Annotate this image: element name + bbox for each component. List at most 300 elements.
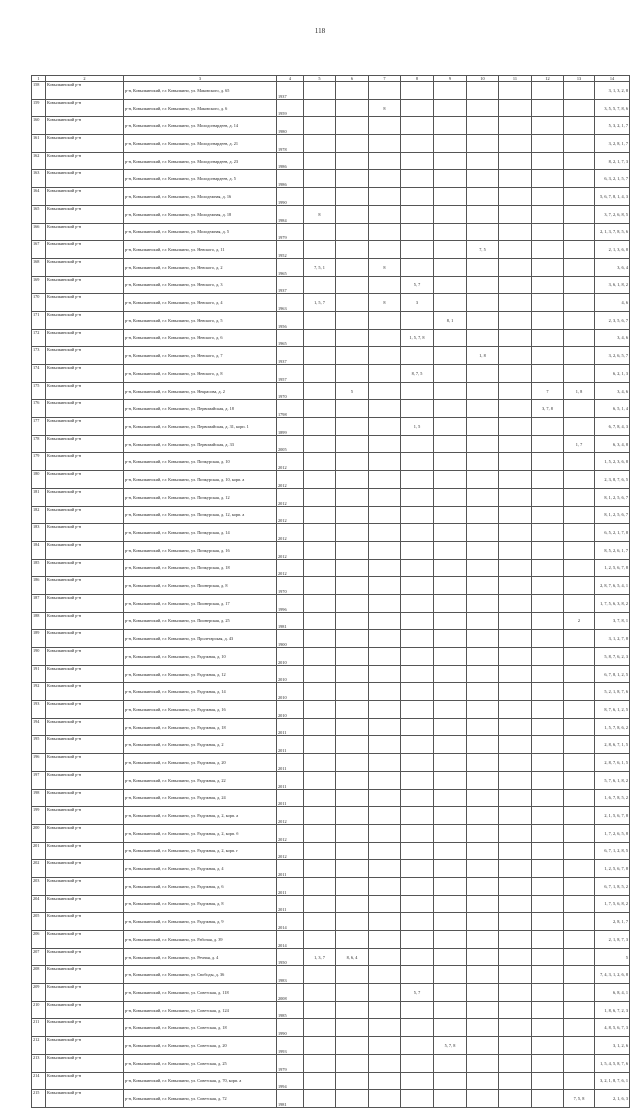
year-built: 2012 bbox=[277, 488, 304, 506]
table-row bbox=[32, 948, 630, 966]
table-row bbox=[32, 665, 630, 683]
year-built: 1994 bbox=[277, 1072, 304, 1090]
column-header: 6 bbox=[336, 76, 369, 82]
year-built: 1993 bbox=[277, 1037, 304, 1055]
cell-col5 bbox=[304, 453, 336, 471]
year-built: 1900 bbox=[277, 630, 304, 648]
year-built: 2011 bbox=[277, 860, 304, 878]
table-row bbox=[32, 152, 630, 170]
cell-col11 bbox=[499, 223, 532, 241]
cell-col8 bbox=[401, 559, 434, 577]
cell-col8 bbox=[401, 877, 434, 895]
cell-col6 bbox=[336, 860, 369, 878]
cell-col12 bbox=[532, 895, 564, 913]
address: р-н, Ковылкинский, г.г. Ковылкино, ул. Невского, д. 8 bbox=[124, 365, 277, 383]
table-row bbox=[32, 789, 630, 807]
cell-col7 bbox=[369, 205, 401, 223]
cell-col6: 5 bbox=[336, 382, 369, 400]
cell-col12 bbox=[532, 913, 564, 931]
cell-col10 bbox=[467, 683, 499, 701]
cell-col5: 8 bbox=[304, 205, 336, 223]
cell-col5: 7, 5, 1 bbox=[304, 258, 336, 276]
cell-col10 bbox=[467, 736, 499, 754]
cell-col5 bbox=[304, 347, 336, 365]
cell-col8 bbox=[401, 152, 434, 170]
cell-col8: 1, 5, 7, 8 bbox=[401, 329, 434, 347]
cell-col14: 3, 2, 1, 8, 7, 6, 1 bbox=[595, 1072, 630, 1090]
cell-col7 bbox=[369, 877, 401, 895]
cell-col11 bbox=[499, 718, 532, 736]
cell-col7 bbox=[369, 241, 401, 259]
table-row bbox=[32, 1037, 630, 1055]
district: Ковылкинский р-н bbox=[46, 258, 124, 276]
cell-col8 bbox=[401, 683, 434, 701]
district: Ковылкинский р-н bbox=[46, 471, 124, 489]
column-header: 13 bbox=[564, 76, 595, 82]
cell-col9 bbox=[434, 435, 467, 453]
table-row bbox=[32, 453, 630, 471]
table-row bbox=[32, 99, 630, 117]
address: р-н, Ковылкинский, г.г. Ковылкино, ул. Радужная, д. 22 bbox=[124, 771, 277, 789]
cell-col9 bbox=[434, 630, 467, 648]
cell-col8 bbox=[401, 824, 434, 842]
row-number: 196 bbox=[32, 754, 46, 772]
cell-col5 bbox=[304, 311, 336, 329]
cell-col7 bbox=[369, 1054, 401, 1072]
row-number: 197 bbox=[32, 771, 46, 789]
cell-col7: 8 bbox=[369, 258, 401, 276]
address: р-н, Ковылкинский, г.г. Ковылкино, ул. Радужная, д. 2 bbox=[124, 736, 277, 754]
year-built: 1990 bbox=[277, 188, 304, 206]
row-number: 190 bbox=[32, 648, 46, 666]
cell-col9 bbox=[434, 1001, 467, 1019]
cell-col14: 6, 7, 8, 4, 3 bbox=[595, 418, 630, 436]
cell-col6 bbox=[336, 1090, 369, 1108]
district: Ковылкинский р-н bbox=[46, 683, 124, 701]
district: Ковылкинский р-н bbox=[46, 223, 124, 241]
cell-col9 bbox=[434, 453, 467, 471]
district: Ковылкинский р-н bbox=[46, 329, 124, 347]
cell-col13: 7, 5, 8 bbox=[564, 1090, 595, 1108]
cell-col5 bbox=[304, 842, 336, 860]
cell-col11 bbox=[499, 418, 532, 436]
row-number: 171 bbox=[32, 311, 46, 329]
cell-col14: 1, 2, 5, 6, 7, 8 bbox=[595, 860, 630, 878]
cell-col8 bbox=[401, 577, 434, 595]
cell-col10 bbox=[467, 754, 499, 772]
cell-col11 bbox=[499, 559, 532, 577]
cell-col5 bbox=[304, 594, 336, 612]
row-number: 215 bbox=[32, 1090, 46, 1108]
cell-col14: 2, 8, 7, 6, 1, 5 bbox=[595, 754, 630, 772]
year-built: 2011 bbox=[277, 718, 304, 736]
cell-col12 bbox=[532, 842, 564, 860]
cell-col5 bbox=[304, 1037, 336, 1055]
cell-col5 bbox=[304, 329, 336, 347]
year-built: 1950 bbox=[277, 948, 304, 966]
cell-col10: 1, 8 bbox=[467, 347, 499, 365]
address: р-н, Ковылкинский, г.г. Ковылкино, ул. Пичкурская, д. 18 bbox=[124, 559, 277, 577]
cell-col7 bbox=[369, 789, 401, 807]
cell-col6 bbox=[336, 506, 369, 524]
cell-col14: 1, 5, 4, 5, 8, 7, 6 bbox=[595, 1054, 630, 1072]
cell-col12 bbox=[532, 736, 564, 754]
cell-col6 bbox=[336, 347, 369, 365]
district: Ковылкинский р-н bbox=[46, 418, 124, 436]
cell-col14: 2, 1, 8, 7, 3 bbox=[595, 931, 630, 949]
cell-col11 bbox=[499, 701, 532, 719]
cell-col8 bbox=[401, 135, 434, 153]
cell-col10 bbox=[467, 665, 499, 683]
year-built: 2012 bbox=[277, 559, 304, 577]
cell-col5 bbox=[304, 630, 336, 648]
cell-col6 bbox=[336, 789, 369, 807]
year-built: 1899 bbox=[277, 418, 304, 436]
cell-col11 bbox=[499, 329, 532, 347]
cell-col14: 1, 7, 2, 6, 5, 8 bbox=[595, 824, 630, 842]
district: Ковылкинский р-н bbox=[46, 135, 124, 153]
cell-col7 bbox=[369, 577, 401, 595]
cell-col7 bbox=[369, 683, 401, 701]
row-number: 181 bbox=[32, 488, 46, 506]
table-row bbox=[32, 435, 630, 453]
cell-col9 bbox=[434, 418, 467, 436]
cell-col11 bbox=[499, 771, 532, 789]
address: р-н, Ковылкинский, г.г. Ковылкино, ул. Советская, д. 124 bbox=[124, 1001, 277, 1019]
year-built: 2012 bbox=[277, 807, 304, 825]
cell-col12 bbox=[532, 258, 564, 276]
cell-col11 bbox=[499, 1019, 532, 1037]
table-row bbox=[32, 1001, 630, 1019]
table-row bbox=[32, 577, 630, 595]
cell-col7 bbox=[369, 931, 401, 949]
district: Ковылкинский р-н bbox=[46, 736, 124, 754]
cell-col9 bbox=[434, 382, 467, 400]
cell-col10 bbox=[467, 294, 499, 312]
cell-col12 bbox=[532, 435, 564, 453]
cell-col9 bbox=[434, 718, 467, 736]
cell-col5 bbox=[304, 559, 336, 577]
cell-col9 bbox=[434, 877, 467, 895]
cell-col14: 5, 3, 2, 1, 7 bbox=[595, 117, 630, 135]
column-header: 5 bbox=[304, 76, 336, 82]
cell-col9 bbox=[434, 188, 467, 206]
address: р-н, Ковылкинский, г.г. Ковылкино, ул. Радужная, д. 12 bbox=[124, 665, 277, 683]
row-number: 191 bbox=[32, 665, 46, 683]
cell-col14: 1, 2, 5, 6, 7, 8 bbox=[595, 559, 630, 577]
cell-col8 bbox=[401, 347, 434, 365]
cell-col10 bbox=[467, 382, 499, 400]
table-row bbox=[32, 683, 630, 701]
cell-col14: 6, 3, 2, 1, 5, 7 bbox=[595, 170, 630, 188]
cell-col8 bbox=[401, 648, 434, 666]
cell-col13 bbox=[564, 895, 595, 913]
address: р-н, Ковылкинский, г.г. Ковылкино, ул. Радужная, д. 9 bbox=[124, 913, 277, 931]
row-number: 188 bbox=[32, 612, 46, 630]
cell-col7 bbox=[369, 1019, 401, 1037]
address: р-н, Ковылкинский, г.г. Ковылкино, ул. Пионерская, д. 25 bbox=[124, 612, 277, 630]
cell-col12 bbox=[532, 877, 564, 895]
row-number: 166 bbox=[32, 223, 46, 241]
cell-col6 bbox=[336, 258, 369, 276]
row-number: 214 bbox=[32, 1072, 46, 1090]
cell-col13 bbox=[564, 311, 595, 329]
cell-col8 bbox=[401, 170, 434, 188]
cell-col7 bbox=[369, 895, 401, 913]
cell-col6 bbox=[336, 135, 369, 153]
cell-col14: 7, 4, 3, 1, 2, 6, 8 bbox=[595, 966, 630, 984]
year-built: 2012 bbox=[277, 541, 304, 559]
cell-col13 bbox=[564, 718, 595, 736]
row-number: 210 bbox=[32, 1001, 46, 1019]
district: Ковылкинский р-н bbox=[46, 311, 124, 329]
cell-col10 bbox=[467, 701, 499, 719]
cell-col11 bbox=[499, 99, 532, 117]
cell-col14: 3, 6, 1, 8, 2 bbox=[595, 276, 630, 294]
table-row bbox=[32, 170, 630, 188]
district: Ковылкинский р-н bbox=[46, 453, 124, 471]
cell-col8 bbox=[401, 311, 434, 329]
cell-col13 bbox=[564, 506, 595, 524]
cell-col6 bbox=[336, 453, 369, 471]
cell-col7 bbox=[369, 984, 401, 1002]
year-built: 1965 bbox=[277, 258, 304, 276]
cell-col9 bbox=[434, 559, 467, 577]
table-row bbox=[32, 913, 630, 931]
cell-col11 bbox=[499, 665, 532, 683]
row-number: 206 bbox=[32, 931, 46, 949]
row-number: 211 bbox=[32, 1019, 46, 1037]
cell-col13 bbox=[564, 931, 595, 949]
cell-col12 bbox=[532, 311, 564, 329]
cell-col10 bbox=[467, 524, 499, 542]
cell-col13 bbox=[564, 329, 595, 347]
year-built: 1937 bbox=[277, 82, 304, 100]
cell-col5 bbox=[304, 135, 336, 153]
cell-col9 bbox=[434, 1019, 467, 1037]
cell-col12 bbox=[532, 683, 564, 701]
cell-col13 bbox=[564, 365, 595, 383]
table-row bbox=[32, 506, 630, 524]
table-row bbox=[32, 400, 630, 418]
column-header: 9 bbox=[434, 76, 467, 82]
cell-col9 bbox=[434, 506, 467, 524]
cell-col9 bbox=[434, 117, 467, 135]
cell-col8 bbox=[401, 612, 434, 630]
column-header: 12 bbox=[532, 76, 564, 82]
table-row bbox=[32, 347, 630, 365]
cell-col8 bbox=[401, 488, 434, 506]
cell-col9 bbox=[434, 913, 467, 931]
cell-col5 bbox=[304, 435, 336, 453]
cell-col11 bbox=[499, 524, 532, 542]
cell-col11 bbox=[499, 594, 532, 612]
cell-col6 bbox=[336, 471, 369, 489]
cell-col11 bbox=[499, 1054, 532, 1072]
cell-col8 bbox=[401, 223, 434, 241]
cell-col13 bbox=[564, 1019, 595, 1037]
district: Ковылкинский р-н bbox=[46, 577, 124, 595]
cell-col7 bbox=[369, 1090, 401, 1108]
page-number: 118 bbox=[314, 27, 326, 35]
cell-col8 bbox=[401, 506, 434, 524]
table-row bbox=[32, 754, 630, 772]
cell-col5 bbox=[304, 966, 336, 984]
cell-col6 bbox=[336, 294, 369, 312]
cell-col9 bbox=[434, 241, 467, 259]
cell-col12 bbox=[532, 453, 564, 471]
cell-col11 bbox=[499, 205, 532, 223]
housing-register-table bbox=[31, 75, 630, 1108]
cell-col5: 1, 3, 7 bbox=[304, 948, 336, 966]
cell-col7 bbox=[369, 382, 401, 400]
cell-col13 bbox=[564, 577, 595, 595]
address: р-н, Ковылкинский, г.г. Ковылкино, ул. Пичкурская, д. 10 bbox=[124, 453, 277, 471]
district: Ковылкинский р-н bbox=[46, 984, 124, 1002]
cell-col13 bbox=[564, 276, 595, 294]
cell-col11 bbox=[499, 435, 532, 453]
year-built: 2012 bbox=[277, 824, 304, 842]
cell-col13 bbox=[564, 471, 595, 489]
cell-col13: 2 bbox=[564, 612, 595, 630]
cell-col6 bbox=[336, 807, 369, 825]
cell-col11 bbox=[499, 400, 532, 418]
cell-col5 bbox=[304, 488, 336, 506]
address: р-н, Ковылкинский, г.г. Ковылкино, ул. Советская, д. 18 bbox=[124, 1019, 277, 1037]
district: Ковылкинский р-н bbox=[46, 524, 124, 542]
cell-col6 bbox=[336, 895, 369, 913]
cell-col5 bbox=[304, 188, 336, 206]
cell-col12 bbox=[532, 188, 564, 206]
district: Ковылкинский р-н bbox=[46, 842, 124, 860]
cell-col5 bbox=[304, 577, 336, 595]
cell-col6 bbox=[336, 736, 369, 754]
row-number: 208 bbox=[32, 966, 46, 984]
cell-col5 bbox=[304, 984, 336, 1002]
cell-col7 bbox=[369, 807, 401, 825]
district: Ковылкинский р-н bbox=[46, 1019, 124, 1037]
address: р-н, Ковылкинский, г.г. Ковылкино, ул. Радужная, д. 18 bbox=[124, 718, 277, 736]
address: р-н, Ковылкинский, г.г. Ковылкино, ул. Невского, д. 6 bbox=[124, 329, 277, 347]
cell-col5 bbox=[304, 860, 336, 878]
year-built: 1937 bbox=[277, 276, 304, 294]
cell-col13 bbox=[564, 842, 595, 860]
address: р-н, Ковылкинский, г.г. Ковылкино, ул. Невского, д. 7 bbox=[124, 347, 277, 365]
address: р-н, Ковылкинский, г.г. Ковылкино, ул. Радужная, д. 6 bbox=[124, 877, 277, 895]
cell-col11 bbox=[499, 188, 532, 206]
cell-col13 bbox=[564, 223, 595, 241]
district: Ковылкинский р-н bbox=[46, 948, 124, 966]
cell-col10 bbox=[467, 1037, 499, 1055]
address: р-н, Ковылкинский, г.г. Ковылкино, ул. Пичкурская, д. 14 bbox=[124, 524, 277, 542]
cell-col14: 2, 3, 5, 6, 7 bbox=[595, 311, 630, 329]
row-number: 163 bbox=[32, 170, 46, 188]
cell-col13 bbox=[564, 400, 595, 418]
cell-col6 bbox=[336, 541, 369, 559]
cell-col13 bbox=[564, 294, 595, 312]
row-number: 164 bbox=[32, 188, 46, 206]
year-built: 1986 bbox=[277, 170, 304, 188]
table-row bbox=[32, 718, 630, 736]
cell-col9 bbox=[434, 701, 467, 719]
cell-col11 bbox=[499, 1090, 532, 1108]
district: Ковылкинский р-н bbox=[46, 966, 124, 984]
table-row bbox=[32, 471, 630, 489]
cell-col6 bbox=[336, 82, 369, 100]
cell-col11 bbox=[499, 258, 532, 276]
cell-col5 bbox=[304, 524, 336, 542]
cell-col13 bbox=[564, 135, 595, 153]
table-row bbox=[32, 188, 630, 206]
table-row bbox=[32, 860, 630, 878]
district: Ковылкинский р-н bbox=[46, 241, 124, 259]
cell-col13 bbox=[564, 984, 595, 1002]
cell-col9: 5, 7, 8 bbox=[434, 1037, 467, 1055]
table-row bbox=[32, 241, 630, 259]
cell-col5 bbox=[304, 807, 336, 825]
address: р-н, Ковылкинский, г.г. Ковылкино, ул. Первомайская, д. 33 bbox=[124, 435, 277, 453]
row-number: 159 bbox=[32, 99, 46, 117]
district: Ковылкинский р-н bbox=[46, 754, 124, 772]
cell-col8 bbox=[401, 435, 434, 453]
address: р-н, Ковылкинский, г.г. Ковылкино, ул. Молодогвардеев, д. 5 bbox=[124, 170, 277, 188]
cell-col11 bbox=[499, 170, 532, 188]
table-row bbox=[32, 205, 630, 223]
cell-col14: 5, 7, 6, 1, 8, 2 bbox=[595, 771, 630, 789]
table-row bbox=[32, 824, 630, 842]
cell-col13 bbox=[564, 913, 595, 931]
cell-col11 bbox=[499, 311, 532, 329]
cell-col10 bbox=[467, 135, 499, 153]
cell-col5 bbox=[304, 665, 336, 683]
cell-col9: 8, 1 bbox=[434, 311, 467, 329]
year-built: 2012 bbox=[277, 524, 304, 542]
cell-col8: 1, 5 bbox=[401, 418, 434, 436]
cell-col12 bbox=[532, 329, 564, 347]
cell-col10 bbox=[467, 612, 499, 630]
cell-col9 bbox=[434, 400, 467, 418]
cell-col11 bbox=[499, 117, 532, 135]
cell-col5 bbox=[304, 1090, 336, 1108]
cell-col13 bbox=[564, 736, 595, 754]
cell-col5 bbox=[304, 683, 336, 701]
cell-col10 bbox=[467, 966, 499, 984]
cell-col10 bbox=[467, 170, 499, 188]
cell-col14: 1, 8, 6, 7, 2, 3 bbox=[595, 1001, 630, 1019]
cell-col13 bbox=[564, 807, 595, 825]
cell-col7 bbox=[369, 488, 401, 506]
cell-col8 bbox=[401, 99, 434, 117]
cell-col12 bbox=[532, 117, 564, 135]
cell-col13 bbox=[564, 754, 595, 772]
table-row bbox=[32, 524, 630, 542]
table-row bbox=[32, 701, 630, 719]
cell-col12 bbox=[532, 99, 564, 117]
cell-col8 bbox=[401, 754, 434, 772]
cell-col11 bbox=[499, 82, 532, 100]
cell-col9 bbox=[434, 948, 467, 966]
cell-col9 bbox=[434, 223, 467, 241]
cell-col10 bbox=[467, 1001, 499, 1019]
address: р-н, Ковылкинский, г.г. Ковылкино, ул. Маковского, д. 65 bbox=[124, 82, 277, 100]
cell-col5 bbox=[304, 648, 336, 666]
row-number: 175 bbox=[32, 382, 46, 400]
year-built: 1959 bbox=[277, 99, 304, 117]
row-number: 212 bbox=[32, 1037, 46, 1055]
cell-col10 bbox=[467, 594, 499, 612]
cell-col12 bbox=[532, 1072, 564, 1090]
address: р-н, Ковылкинский, г.г. Ковылкино, ул. Невского, д. 3 bbox=[124, 276, 277, 294]
